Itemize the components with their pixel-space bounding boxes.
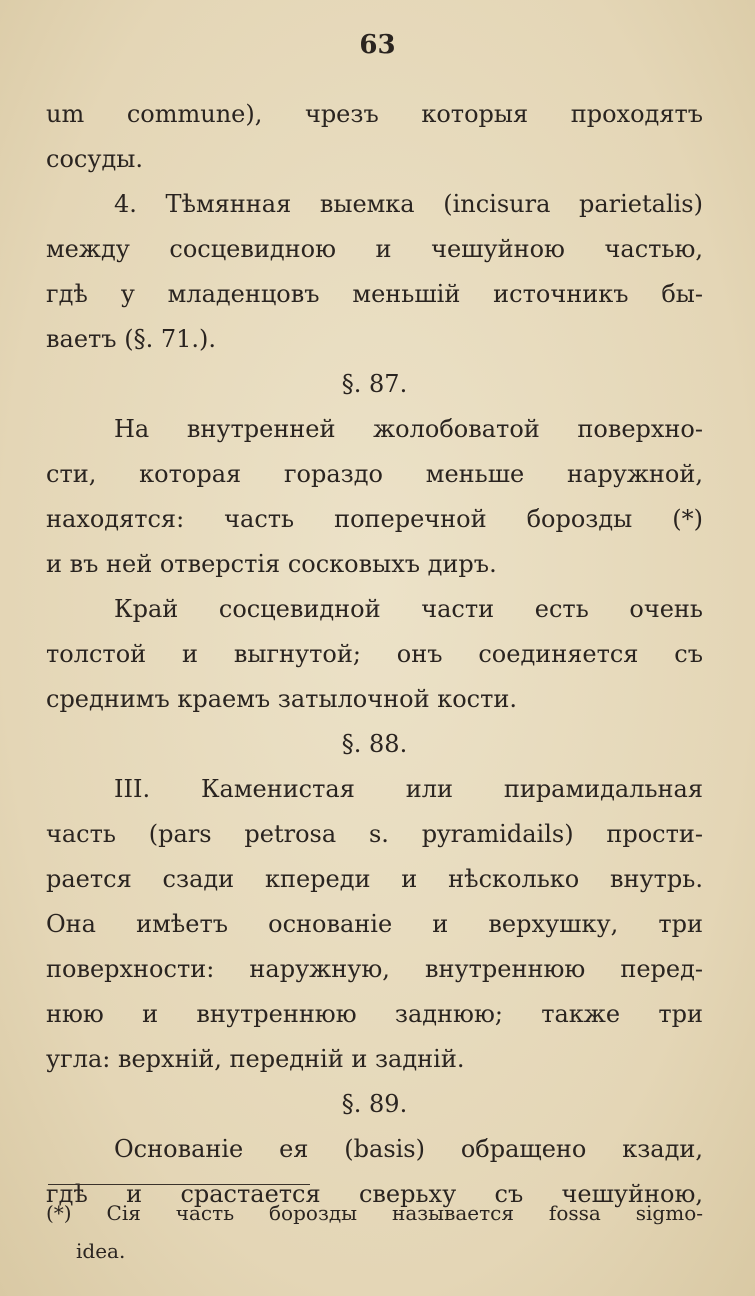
text-line: гдѣ у младенцовъ меньшій источникъ бы- (46, 280, 703, 308)
text-line: поверхности: наружную, внутреннюю перед- (46, 955, 703, 983)
text-line: Основаніе ея (basis) обращено кзади, (114, 1135, 703, 1163)
text-line: угла: верхній, передній и задній. (46, 1045, 465, 1073)
text-line: и въ ней отверстія сосковыхъ диръ. (46, 550, 497, 578)
text-line: находятся: часть поперечной борозды (*) (46, 505, 703, 533)
page-number: 63 (359, 30, 396, 60)
text-line: III. Каменистая или пирамидальная (114, 775, 703, 803)
text-line: На внутренней жолобоватой поверхно- (114, 415, 703, 443)
text-line: рается сзади кпереди и нѣсколько внутрь. (46, 865, 703, 893)
section-heading: §. 88. (341, 730, 408, 758)
footnote (46, 1194, 703, 1270)
text-line: гдѣ и срастается сверьху съ чешуйною, (46, 1180, 703, 1208)
text-line: сти, которая гораздо меньше наружной, (46, 460, 703, 488)
main-text (46, 92, 703, 1217)
text-line: Край сосцевидной части есть очень (114, 595, 703, 623)
text-line: толстой и выгнутой; онъ соединяется съ (46, 640, 703, 668)
footnote-line: (*) Сія часть борозды называется fossa sigmo- (46, 1201, 703, 1225)
footnote-line: idea. (76, 1239, 126, 1263)
text-line: 4. Тѣмянная выемка (incisura parietalis) (114, 190, 703, 218)
section-heading: §. 87. (341, 370, 408, 398)
text-line: сосуды. (46, 145, 143, 173)
text-line: нюю и внутреннюю заднюю; также три (46, 1000, 703, 1028)
text-line: среднимъ краемъ затылочной кости. (46, 685, 517, 713)
text-line: между сосцевидною и чешуйною частью, (46, 235, 703, 263)
section-heading: §. 89. (341, 1090, 408, 1118)
text-line: um commune), чрезъ которыя проходятъ (46, 100, 703, 128)
footnote-divider (48, 1184, 310, 1185)
text-line: часть (pars petrosa s. pyramidails) прости- (46, 820, 703, 848)
text-line: ваетъ (§. 71.). (46, 325, 216, 353)
text-line: Она имѣетъ основаніе и верхушку, три (46, 910, 703, 938)
